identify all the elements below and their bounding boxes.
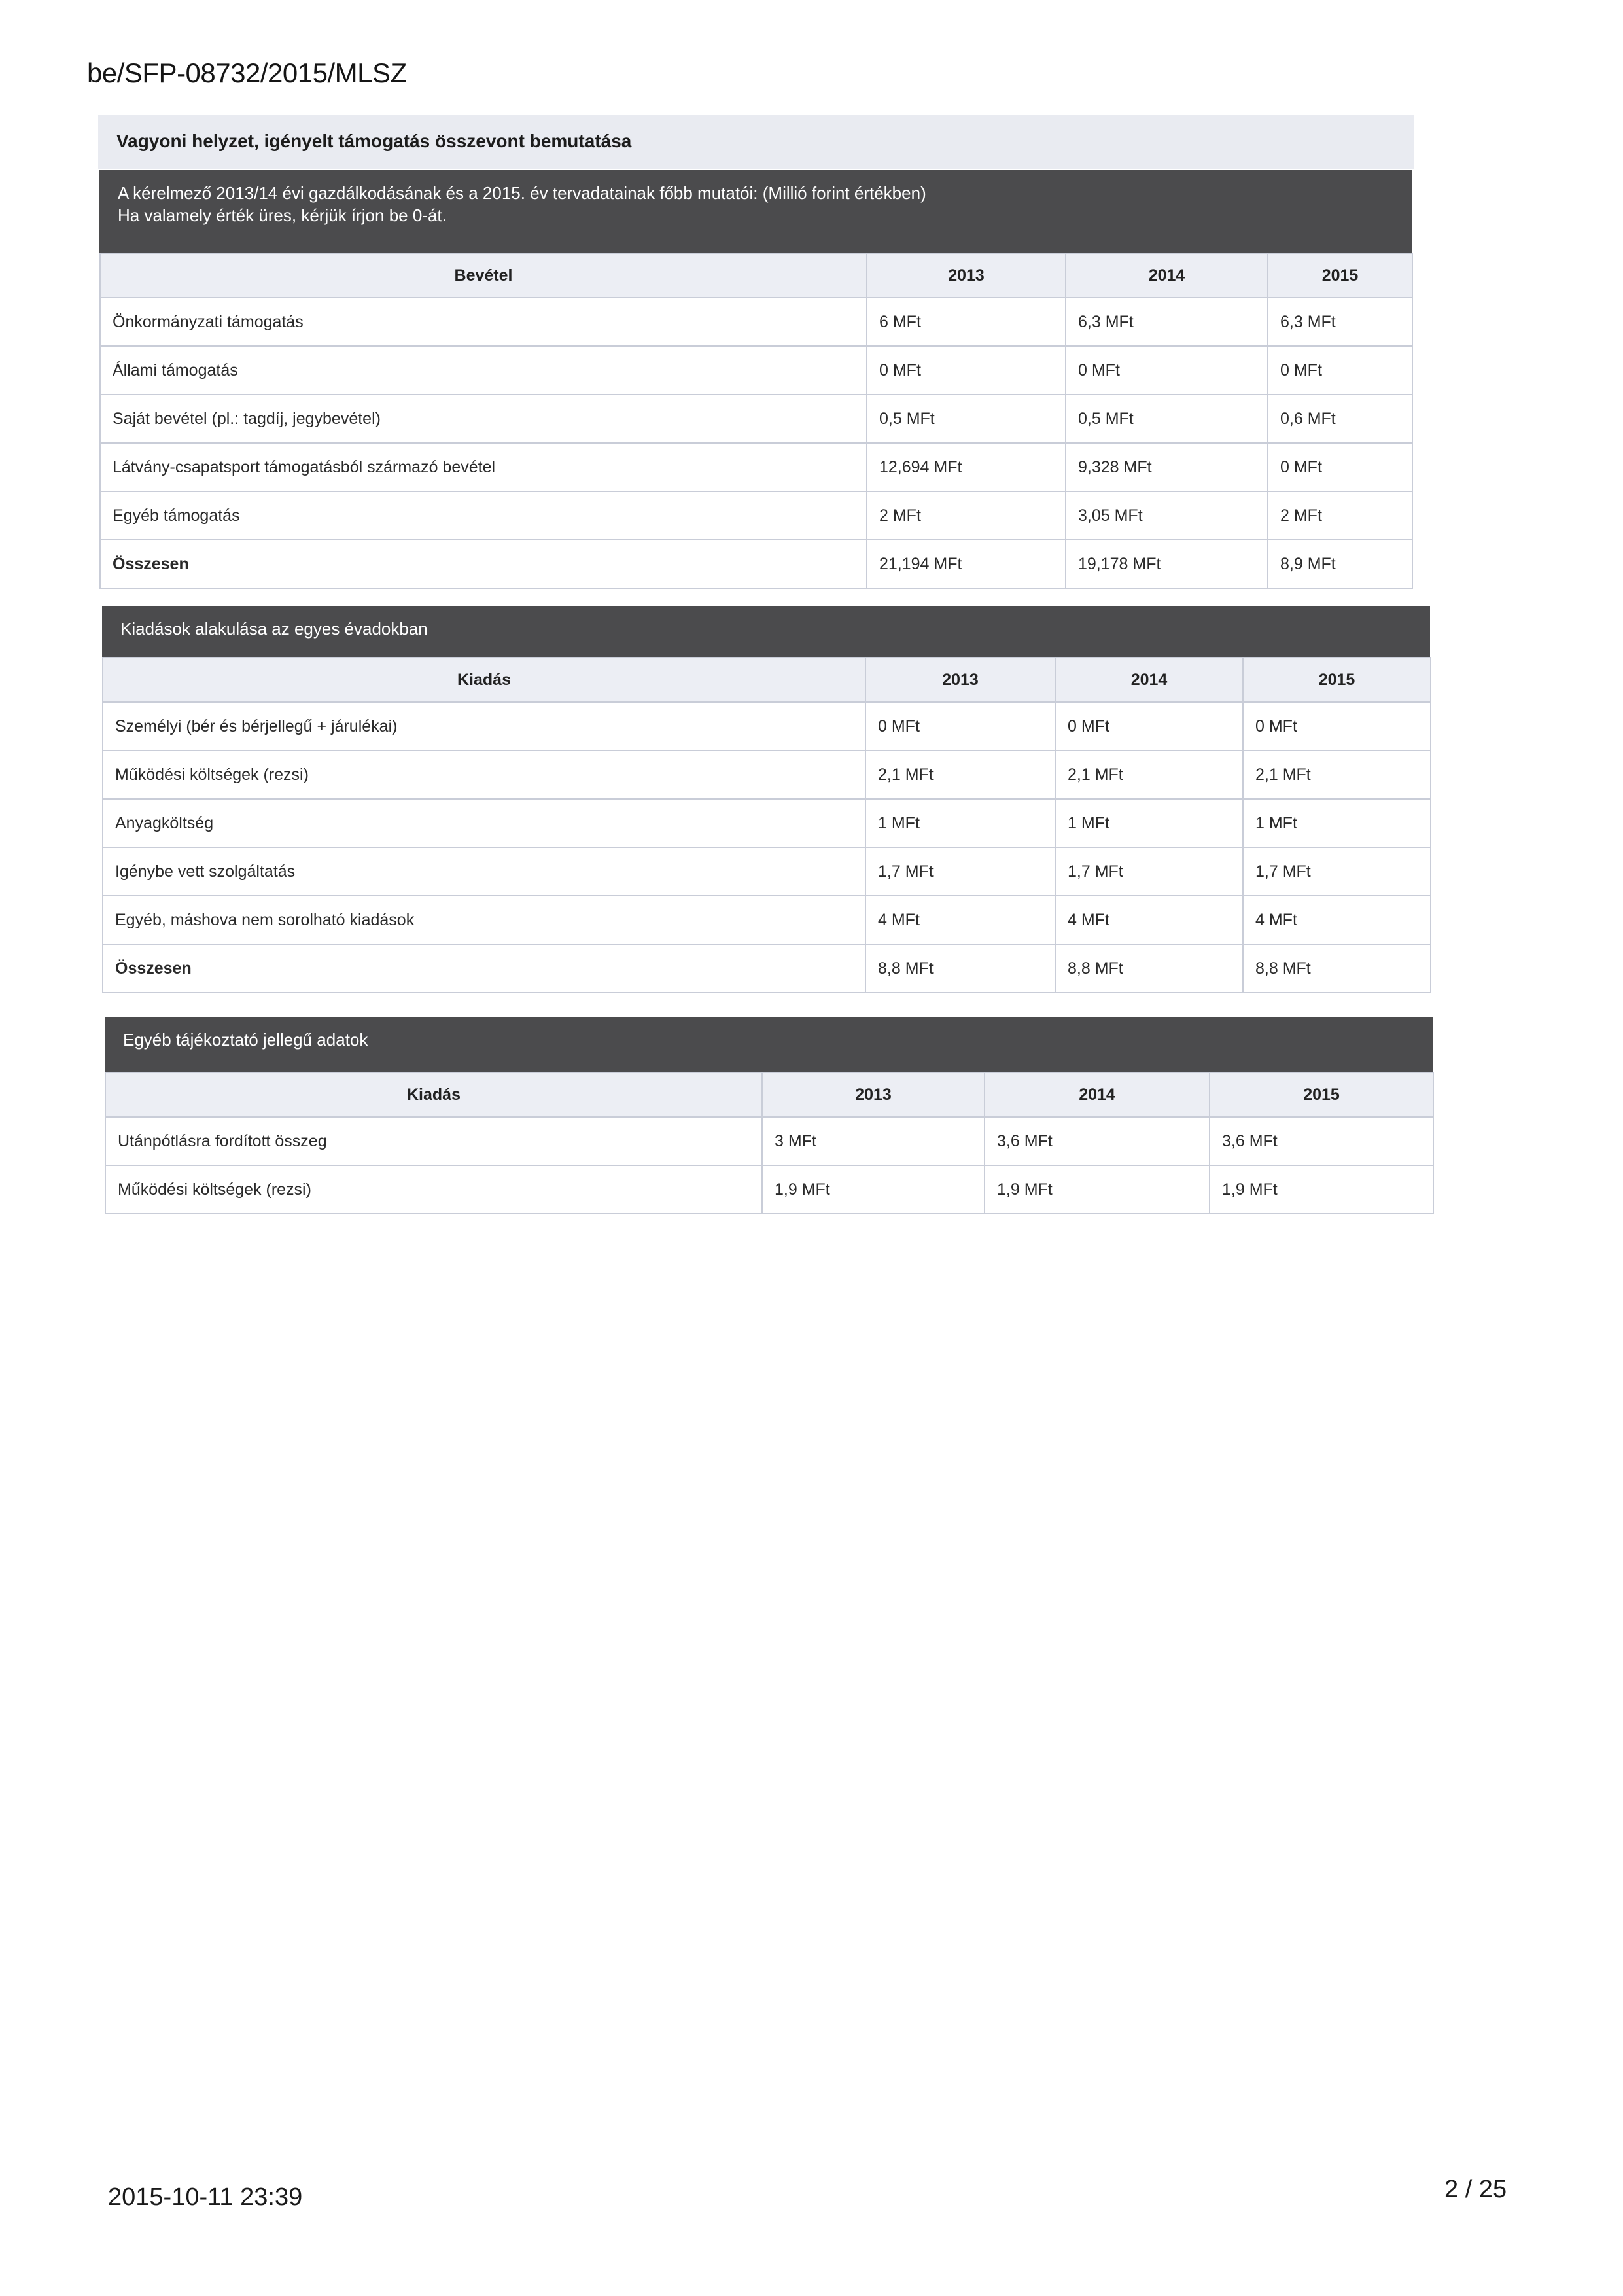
cell-value: 1,7 MFt [865,847,1055,896]
table-row-total [100,540,1412,588]
cell-value: 0 MFt [1268,443,1412,491]
cell-value: 1,9 MFt [762,1165,985,1214]
cell-value: 21,194 MFt [867,540,1066,588]
column-header: 2015 [1268,253,1412,298]
cell-value: 1 MFt [1055,799,1243,847]
table-row [100,346,1412,395]
document-id: be/SFP-08732/2015/MLSZ [87,58,407,88]
table-row [100,491,1412,540]
row-label: Egyéb, máshova nem sorolható kiadások [103,896,865,944]
column-header: 2015 [1243,658,1431,702]
cell-value: 6 MFt [867,298,1066,346]
cell-value: 0 MFt [1055,702,1243,751]
income-table-block [99,170,1412,589]
table-row [103,799,1431,847]
table-row [100,395,1412,443]
cell-value: 2,1 MFt [865,751,1055,799]
column-header: Kiadás [105,1072,762,1117]
row-label-total: Összesen [100,540,867,588]
column-header: 2014 [1055,658,1243,702]
cell-value: 1 MFt [865,799,1055,847]
page-number: 2 / 25 [1444,2176,1507,2203]
cell-value: 3,6 MFt [985,1117,1210,1165]
cell-value: 0 MFt [865,702,1055,751]
column-header: 2014 [985,1072,1210,1117]
cell-value: 8,8 MFt [1243,944,1431,993]
row-label: Utánpótlásra fordított összeg [105,1117,762,1165]
table-row [103,751,1431,799]
section-title: Vagyoni helyzet, igényelt támogatás összevont bemutatása [116,131,632,151]
cell-value: 2 MFt [1268,491,1412,540]
row-label: Működési költségek (rezsi) [103,751,865,799]
cell-value: 2 MFt [867,491,1066,540]
cell-value: 0 MFt [1066,346,1268,395]
income-table-header [99,170,1412,253]
column-header: 2015 [1210,1072,1433,1117]
cell-value: 0,5 MFt [867,395,1066,443]
other-data-table-header [105,1017,1433,1072]
row-label: Működési költségek (rezsi) [105,1165,762,1214]
cell-value: 4 MFt [865,896,1055,944]
cell-value: 19,178 MFt [1066,540,1268,588]
column-header: 2014 [1066,253,1268,298]
row-label: Látvány-csapatsport támogatásból származó bevétel [100,443,867,491]
other-data-table [105,1072,1434,1214]
column-header: 2013 [865,658,1055,702]
cell-value: 0 MFt [1243,702,1431,751]
expense-table-header-title: Kiadások alakulása az egyes évadokban [120,619,428,639]
cell-value: 3,6 MFt [1210,1117,1433,1165]
table-row [100,443,1412,491]
cell-value: 4 MFt [1243,896,1431,944]
table-row [103,847,1431,896]
table-row [105,1165,1433,1214]
row-label: Anyagköltség [103,799,865,847]
row-label: Állami támogatás [100,346,867,395]
row-label: Egyéb támogatás [100,491,867,540]
column-header: 2013 [867,253,1066,298]
income-table-header-line2: Ha valamely érték üres, kérjük írjon be 0-át. [118,205,447,225]
cell-value: 0 MFt [867,346,1066,395]
cell-value: 0 MFt [1268,346,1412,395]
column-header: Bevétel [100,253,867,298]
cell-value: 1,7 MFt [1055,847,1243,896]
other-data-table-block [105,1017,1433,1214]
cell-value: 2,1 MFt [1055,751,1243,799]
row-label: Önkormányzati támogatás [100,298,867,346]
other-data-table-header-title: Egyéb tájékoztató jellegű adatok [123,1030,368,1050]
cell-value: 8,8 MFt [865,944,1055,993]
expense-table-header [102,606,1430,657]
table-row [105,1117,1433,1165]
cell-value: 4 MFt [1055,896,1243,944]
table-row [100,298,1412,346]
cell-value: 1,7 MFt [1243,847,1431,896]
cell-value: 8,8 MFt [1055,944,1243,993]
print-timestamp: 2015-10-11 23:39 [108,2183,303,2211]
cell-value: 12,694 MFt [867,443,1066,491]
row-label: Személyi (bér és bérjellegű + járulékai) [103,702,865,751]
table-row [103,702,1431,751]
table-row-total [103,944,1431,993]
income-table-header-line1: A kérelmező 2013/14 évi gazdálkodásának és a 2015. év tervadatainak főbb mutatói: (Millió forint értékben) [118,183,926,203]
cell-value: 1 MFt [1243,799,1431,847]
income-table [99,253,1413,589]
cell-value: 0,6 MFt [1268,395,1412,443]
cell-value: 1,9 MFt [1210,1165,1433,1214]
cell-value: 8,9 MFt [1268,540,1412,588]
cell-value: 6,3 MFt [1268,298,1412,346]
cell-value: 3 MFt [762,1117,985,1165]
expense-table [102,657,1431,993]
cell-value: 1,9 MFt [985,1165,1210,1214]
expense-table-block [102,606,1430,993]
cell-value: 0,5 MFt [1066,395,1268,443]
table-row [103,896,1431,944]
cell-value: 3,05 MFt [1066,491,1268,540]
cell-value: 6,3 MFt [1066,298,1268,346]
row-label: Igénybe vett szolgáltatás [103,847,865,896]
row-label: Saját bevétel (pl.: tagdíj, jegybevétel) [100,395,867,443]
row-label-total: Összesen [103,944,865,993]
cell-value: 9,328 MFt [1066,443,1268,491]
column-header: Kiadás [103,658,865,702]
column-header: 2013 [762,1072,985,1117]
cell-value: 2,1 MFt [1243,751,1431,799]
